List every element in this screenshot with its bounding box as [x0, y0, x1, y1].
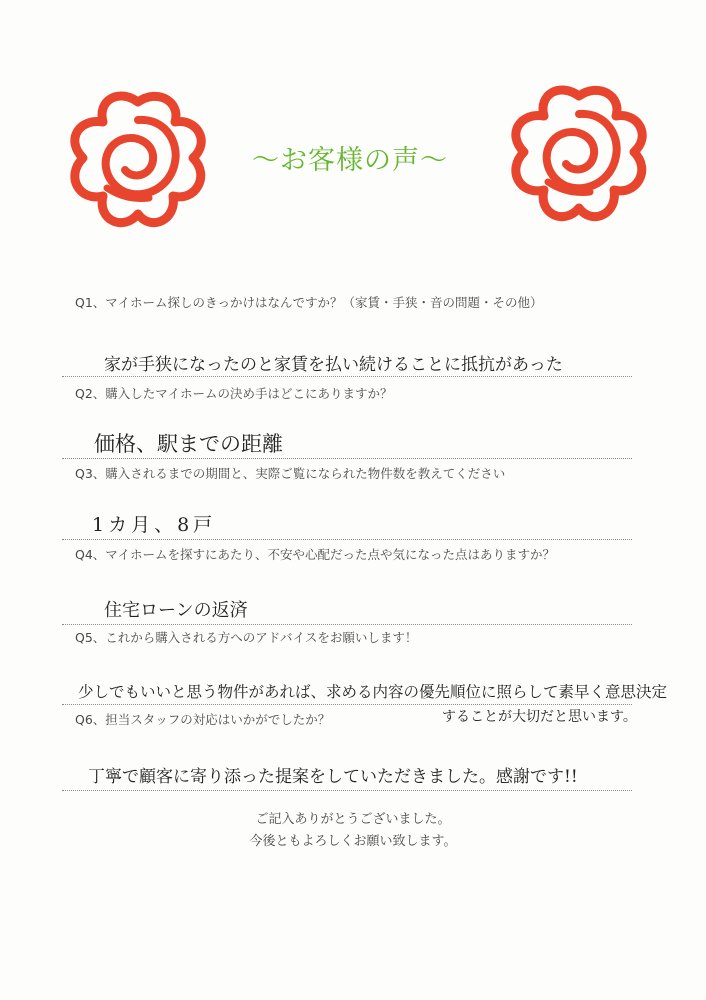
answer-divider [62, 790, 632, 791]
page-title: 〜お客様の声〜 [252, 145, 448, 176]
red-flower-swirl-icon [504, 78, 654, 228]
answer-3: 1カ月、8戸 [92, 514, 217, 536]
answer-4: 住宅ローンの返済 [104, 600, 248, 621]
question-1: Q1、マイホーム探しのきっかけはなんですか？（家賃・手狭・音の問題・その他） [75, 295, 543, 310]
question-3: Q3、購入されるまでの期間と、実際ご覧になられた物件数を教えてください [75, 466, 506, 481]
question-2: Q2、購入したマイホームの決め手はどこにありますか？ [75, 386, 393, 401]
answer-5-line-2: することが大切だと思います。 [442, 709, 637, 725]
answer-divider [62, 624, 632, 625]
answer-5-line-1: 少しでもいいと思う物件があれば、求める内容の優先順位に照らして素早く意思決定 [78, 683, 668, 701]
red-flower-swirl-icon [63, 84, 213, 234]
closing-line-1: ご記入ありがとうございました。 [255, 812, 451, 827]
answer-divider [62, 376, 632, 377]
answer-divider [62, 458, 632, 459]
answer-divider [62, 704, 632, 705]
closing-line-2: 今後ともよろしくお願い致します。 [249, 834, 457, 849]
question-5: Q5、これから購入される方へのアドバイスをお願いします！ [75, 630, 418, 645]
question-4: Q4、マイホームを探すにあたり、不安や心配だった点や気になった点はありますか？ [75, 547, 556, 562]
answer-2: 価格、駅までの距離 [94, 432, 283, 456]
answer-divider [62, 539, 632, 540]
answer-1: 家が手狭になったのと家賃を払い続けることに抵抗があった [104, 355, 563, 375]
answer-6: 丁寧で顧客に寄り添った提案をしていただきました。感謝です!! [88, 767, 578, 787]
question-6: Q6、担当スタッフの対応はいかがでしたか？ [75, 712, 331, 727]
